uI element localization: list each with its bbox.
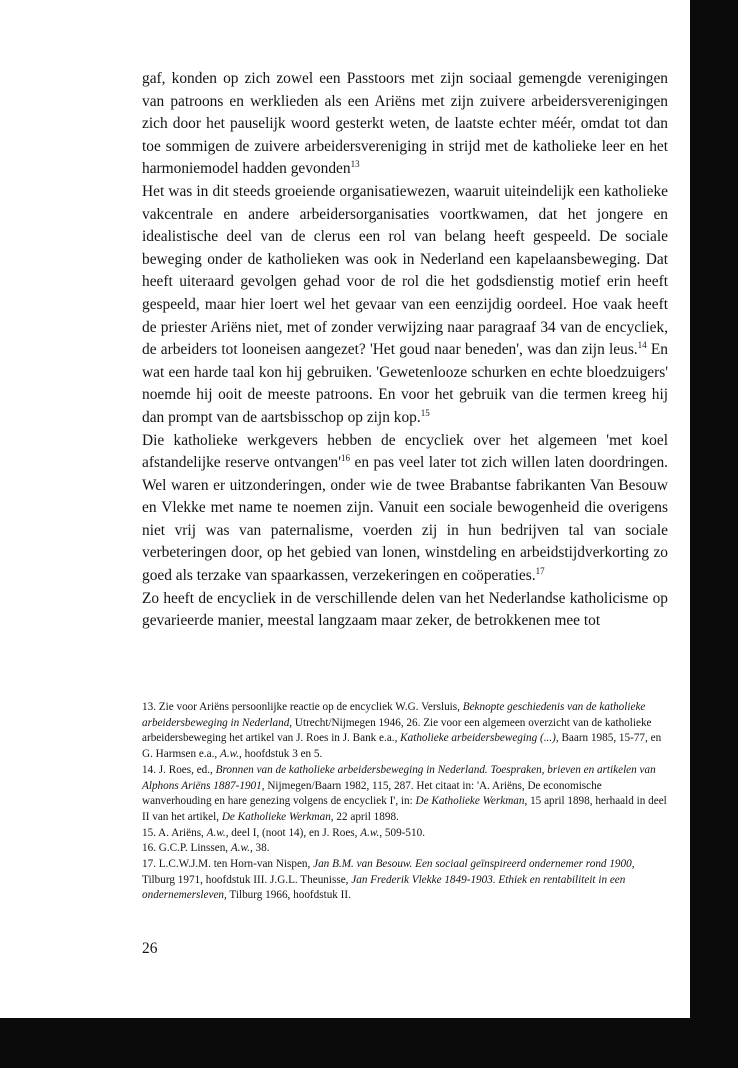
footnote: 15. A. Ariëns, A.w., deel I, (noot 14), en J. Roes, A.w., 509-510.: [142, 826, 425, 839]
scan-border-right: [690, 0, 738, 1068]
scan-border-bottom: [0, 1018, 738, 1068]
footnote: 13. Zie voor Ariëns persoonlijke reactie op de encycliek W.G. Versluis, Beknopte geschiedenis van de katholieke arbeidersbeweging in Nederland, Utrecht/Nijmegen 1946, 26. Zie voor een algemeen overzicht van de katholieke arbeidersbeweging het artikel van J. Roes in J. Bank e.a., Katholieke arbeidersbeweging (...), Baarn 1985, 15-77, en G. Harmsen e.a., A.w., hoofdstuk 3 en 5.: [142, 701, 662, 761]
page-number: 26: [142, 940, 158, 957]
paragraph: Die katholieke werkgevers hebben de encycliek over het algemeen 'met koel afstandelijke reserve $ontvangen'^{16}$ en pas veel later tot zich willen laten doordringen. Wel waren er uitzonderingen, onder wie de twee Brabantse fabrikanten Van Besouw en Vlekke met name te noemen zijn. Vanuit een sociale bewogenheid die overigens niet vrij was van paternalisme, voerden zij in hun bedrijven tal van sociale verbeteringen door, op het gebied van lonen, winstdeling en arbeidstijdverkorting zo goed als terzake van spaarkassen, verzekeringen en coöperaties.$^{17}$: [142, 431, 668, 585]
footnote-ref[interactable]: 15: [420, 407, 430, 418]
footnotes: [142, 700, 668, 904]
footnote-ref[interactable]: 16: [340, 452, 350, 463]
paragraph: Het was in dit steeds groeiende organisatiewezen, waaruit uiteindelijk een katholieke vakcentrale en andere arbeidersorganisaties voortkwamen, dat het jongere en idealistische deel van de clerus een rol van belang heeft gespeeld. De sociale beweging onder de katholieken was ook in Nederland een kapelaansbeweging. Dat heeft uiteraard gevolgen gehad voor de rol die het godsdienstig motief erin heeft gespeeld, maar hier loert wel het gevaar van een eenzijdig oordeel. Hoe vaak heeft de priester Ariëns niet, met of zonder verwijzing naar paragraaf 34 van de encycliek, de arbeiders tot looneisen aangezet? 'Het goud naar beneden', was dan zijn leus.$^{14}$ En wat een harde taal kon hij gebruiken. 'Gewetenlooze schurken en echte bloedzuigers' noemde hij ooit de meeste patroons. En voor het gebruik van die termen kreeg hij dan prompt van de aartsbisschop op zijn kop.$^{15}$: [142, 182, 669, 426]
footnote-ref[interactable]: 17: [535, 565, 545, 576]
footnote: 17. L.C.W.J.M. ten Horn-van Nispen, Jan B.M. van Besouw. Een sociaal geïnspireerd ondernemer rond 1900, Tilburg 1971, hoofdstuk III. J.G.L. Theunisse, Jan Frederik Vlekke 1849-1903. Ethiek en rentabiliteit in een ondernemersleven, Tilburg 1966, hoofdstuk II.: [142, 858, 635, 902]
body-text: [142, 68, 668, 633]
footnote-ref[interactable]: 13: [350, 159, 360, 170]
footnote: 16. G.C.P. Linssen, A.w., 38.: [142, 842, 270, 855]
paragraph: gaf, konden op zich zowel een Passtoors met zijn sociaal gemengde verenigingen van patroons en werklieden als een Ariëns met zijn zuivere arbeidersverenigingen zich door het pauselijk woord gesterkt weten, de laatste echter méér, omdat tot dan toe sommigen de zuivere arbeidersvereniging in strijd met de katholieke leer en het harmoniemodel hadden gevonden$^{13}$: [142, 70, 668, 178]
paragraph: Zo heeft de encycliek in de verschillende delen van het Nederlandse katholicisme op gevarieerde manier, meestal langzaam maar zeker, de betrokkenen mee tot: [142, 589, 668, 630]
footnote: 14. J. Roes, ed., Bronnen van de katholieke arbeidersbeweging in Nederland. Toespraken, brieven en artikelen van Alphons Ariëns 1887-1901, Nijmegen/Baarn 1982, 115, 287. Het citaat in: 'A. Ariëns, De economische wanverhouding en hare genezing volgens de encycliek I', in: De Katholieke Werkman, 15 april 1898, herhaald in deel II van het artikel, De Katholieke Werkman, 22 april 1898.: [142, 763, 667, 823]
footnote-ref[interactable]: 14: [637, 340, 647, 350]
